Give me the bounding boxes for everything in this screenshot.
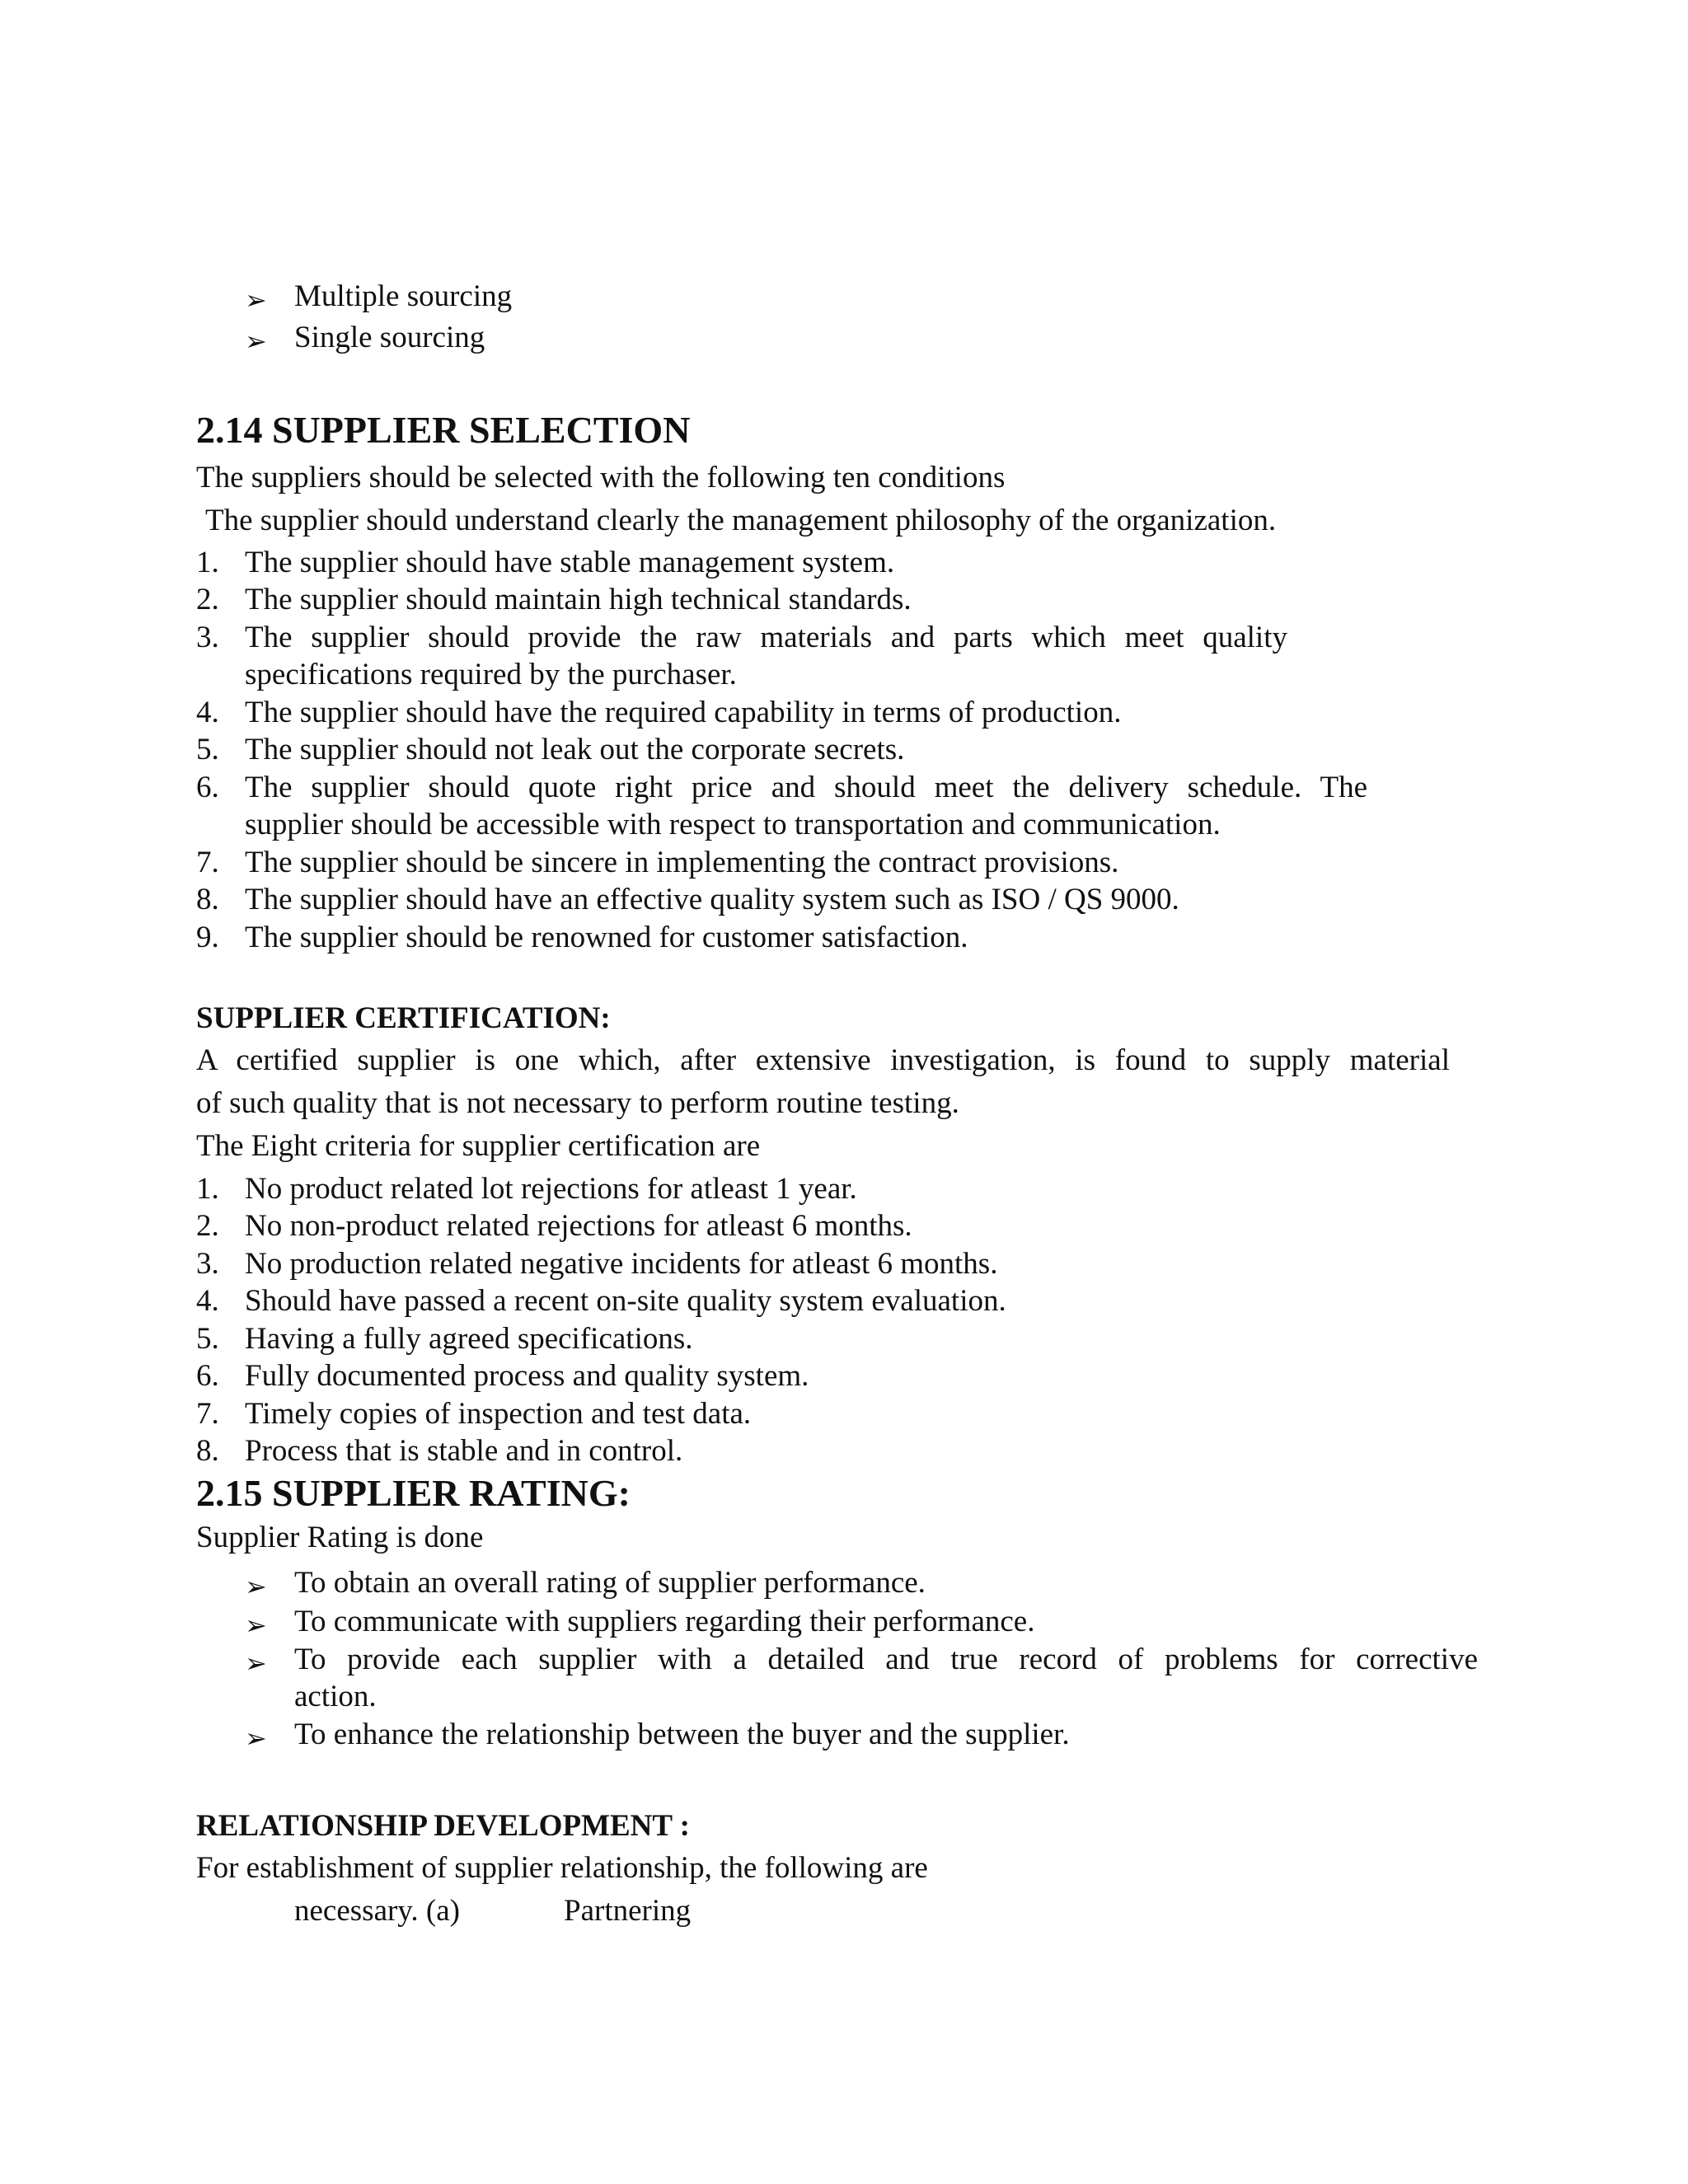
rating-intro: Supplier Rating is done [196,1521,484,1554]
arrow-bullet-icon: ➢ [245,1610,267,1641]
list-item: The supplier should provide the raw materials and parts which meet quality [245,621,1287,654]
list-item: To obtain an overall rating of supplier performance. [294,1566,926,1600]
list-number: 1. [196,546,219,579]
sourcing-item: Single sourcing [294,321,485,354]
list-number: 5. [196,733,219,766]
list-item: The supplier should be renowned for customer satisfaction. [245,921,968,954]
list-number: 2. [196,1209,219,1243]
list-item: No product related lot rejections for atleast 1 year. [245,1172,857,1206]
list-item: Fully documented process and quality system. [245,1359,809,1393]
list-item-continuation: specifications required by the purchaser. [245,658,737,691]
list-item: Process that is stable and in control. [245,1434,683,1468]
list-number: 8. [196,883,219,916]
certification-criteria-intro: The Eight criteria for supplier certification are [196,1129,761,1163]
list-number: 3. [196,1247,219,1281]
relationship-intro: For establishment of supplier relationship, the following are [196,1851,928,1885]
list-number: 6. [196,771,219,804]
arrow-bullet-icon: ➢ [245,1722,267,1754]
list-number: 6. [196,1359,219,1393]
list-item: The supplier should have stable management system. [245,546,895,579]
sourcing-item: Multiple sourcing [294,279,513,313]
list-item-continuation: supplier should be accessible with respect to transportation and communication. [245,808,1221,841]
list-item: The supplier should be sincere in implementing the contract provisions. [245,846,1119,879]
list-number: 5. [196,1322,219,1356]
list-item: To provide each supplier with a detailed and true record of problems for corrective [294,1643,1478,1676]
section-heading-relationship-development: RELATIONSHIP DEVELOPMENT : [196,1809,690,1843]
arrow-bullet-icon: ➢ [245,1571,267,1602]
list-number: 1. [196,1172,219,1206]
selection-intro: The suppliers should be selected with the following ten conditions [196,461,1006,494]
list-item: The supplier should have the required capability in terms of production. [245,696,1122,729]
arrow-bullet-icon: ➢ [245,284,267,316]
arrow-bullet-icon: ➢ [245,1647,267,1679]
list-item-continuation: action. [294,1680,377,1713]
list-number: 4. [196,696,219,729]
list-item: To enhance the relationship between the buyer and the supplier. [294,1718,1070,1751]
list-number: 8. [196,1434,219,1468]
selection-first-condition: The supplier should understand clearly the management philosophy of the organization. [205,504,1277,537]
list-item: To communicate with suppliers regarding their performance. [294,1605,1035,1638]
list-number: 2. [196,583,219,616]
list-item: The supplier should have an effective quality system such as ISO / QS 9000. [245,883,1179,916]
arrow-bullet-icon: ➢ [245,326,267,357]
certification-paragraph-line: A certified supplier is one which, after extensive investigation, is found to supply material [196,1043,1450,1077]
list-number: 9. [196,921,219,954]
list-item: No non-product related rejections for atleast 6 months. [245,1209,912,1243]
list-item: No production related negative incidents for atleast 6 months. [245,1247,998,1281]
relationship-necessary-label: necessary. (a) [294,1894,460,1928]
list-item: Should have passed a recent on-site quality system evaluation. [245,1284,1006,1318]
list-item: The supplier should not leak out the corporate secrets. [245,733,905,766]
list-item: Having a fully agreed specifications. [245,1322,693,1356]
section-heading-supplier-certification: SUPPLIER CERTIFICATION: [196,1001,611,1035]
list-item: The supplier should quote right price and should meet the delivery schedule. The [245,771,1367,804]
certification-paragraph-line: of such quality that is not necessary to perform routine testing. [196,1086,959,1120]
list-number: 7. [196,846,219,879]
list-number: 7. [196,1397,219,1431]
relationship-partnering-item: Partnering [564,1894,692,1928]
list-item: Timely copies of inspection and test data. [245,1397,752,1431]
list-number: 4. [196,1284,219,1318]
list-number: 3. [196,621,219,654]
list-item: The supplier should maintain high technical standards. [245,583,912,616]
section-heading-supplier-selection: 2.14 SUPPLIER SELECTION [196,409,691,451]
section-heading-supplier-rating: 2.15 SUPPLIER RATING: [196,1472,631,1514]
